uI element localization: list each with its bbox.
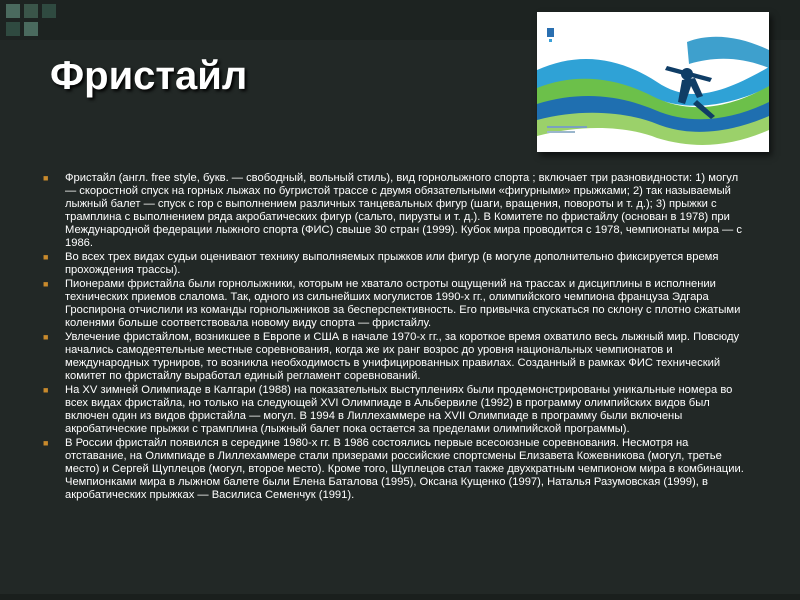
bullet-icon: ■ — [43, 252, 49, 262]
list-item — [40, 331, 752, 383]
bullet-icon: ■ — [43, 438, 49, 448]
list-item — [40, 278, 752, 330]
paragraph-text: На XV зимней Олимпиаде в Калгари (1988) на показательных выступлениях были продемонстрированы уникальные номера во всех видах фристайла, но только на следующей XVI Олимпиаде в Альбервиле (1992) в программу олимпийских видов был включен один из видов фристайла — могул. В 1994 в Лиллехаммере на XVII Олимпиаде в программу были включены акробатические прыжки с трамплина (лыжный балет пока остается за пределами олимпийской программы). — [65, 384, 733, 435]
paragraph-text: Пионерами фристайла были горнолыжники, которым не хватало остроты ощущений на трассах и дисциплины в исполнении технических приемов слалома. Так, одного из сильнейших могулистов 1990-х гг., олимпийского чемпиона француза Эдгара Гроспирона отчислили из команды горнолыжников за бесперспективность. Его привычка спускаться по склону с плотно сжатыми коленями больше соответствовала новому виду спорта — фристайлу. — [65, 278, 741, 329]
paragraph-list — [40, 172, 752, 503]
paragraph-text: Во всех трех видах судьи оценивают технику выполняемых прыжков или фигур (в могуле дополнительно фиксируется время прохождения трассы). — [65, 251, 719, 276]
bullet-icon: ■ — [43, 385, 49, 395]
decor-square — [42, 4, 56, 18]
bullet-icon: ■ — [43, 279, 49, 289]
olympic-freestyle-skier-image — [537, 12, 769, 152]
list-item — [40, 172, 752, 250]
list-item — [40, 384, 752, 436]
decor-square — [6, 22, 20, 36]
paragraph-text: В России фристайл появился в середине 1980-х гг. В 1986 состоялись первые всесоюзные соревнования. Несмотря на отставание, на Олимпиаде в Лиллехаммере стали призерами российские спортсмены Елизавета Кожевникова (могул, третье место) и Сергей Щуплецов (могул, второе место). Кроме того, Щуплецов стал также двухкратным чемпионом мира в комбинации. Чемпионками мира в лыжном балете были Елена Баталова (1995), Оксана Кущенко (1997), Наталья Разумовская (1999), в акробатических прыжках — Василиса Семенчук (1991). — [65, 437, 744, 501]
bullet-icon: ■ — [43, 332, 49, 342]
decor-square — [24, 4, 38, 18]
paragraph-text: Фристайл (англ. free style, букв. — свободный, вольный стиль), вид горнолыжного спорта ; включает три разновидности: 1) могул — скоростной спуск на горных лыжах по бугристой трассе с двумя обязательными «фигурными» прыжками; 2) так называемый лыжный балет — спуск с гор с выполнением различных танцевальных фигур (шаги, вращения, повороты и т. д.); 3) прыжки с трамплина с выполнением ряда акробатических фигур (сальто, пирузты и т. д.). В Комитете по фристайлу (основан в 1978) при Международной федерации лыжного спорта (ФИС) свыше 30 стран (1999). Кубок мира проводится с 1978, чемпионаты мира — с 1986. — [65, 172, 742, 249]
list-item — [40, 251, 752, 277]
paragraph-text: Увлечение фристайлом, возникшее в Европе и США в начале 1970-х гг., за короткое время охватило весь лыжный мир. Повсюду начались самодеятельные местные соревнования, когда же их ранг возрос до уровня национальных чемпионатов и международных турниров, то возникла необходимость в унифицированных правилах. Созданный в рамках ФИС технический комитет по фристайлу выработал единый регламент соревнований. — [65, 331, 740, 382]
decor-square — [24, 22, 38, 36]
list-item — [40, 437, 752, 502]
slide-title: Фристайл — [50, 54, 248, 98]
bullet-icon: ■ — [43, 173, 49, 183]
bottom-decor-bar — [0, 594, 800, 600]
decor-square — [6, 4, 20, 18]
